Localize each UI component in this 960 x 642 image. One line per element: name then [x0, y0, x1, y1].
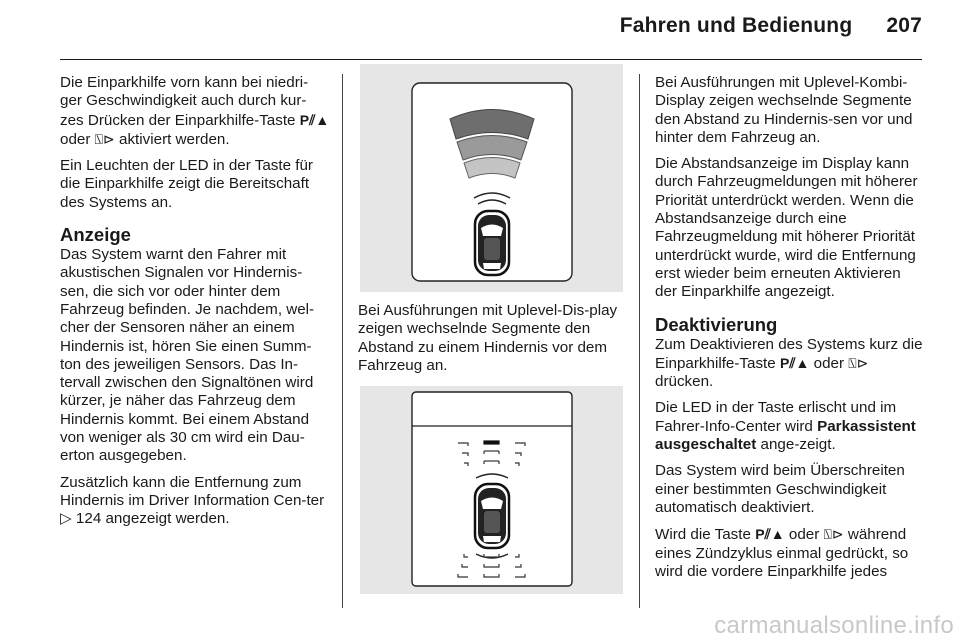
paragraph-speed: Das System wird beim Überschreiten einer bestimmten Geschwindigkeit automatisch deaktiviert. — [655, 462, 905, 516]
figure-caption: Bei Ausführungen mit Uplevel-Dis-play zeigen wechselnde Segmente den Abstand zu einem Hindernis vor dem Fahrzeug an. — [358, 302, 618, 374]
message-parkassistent: Parkassistent ausgeschaltet — [655, 417, 916, 454]
page-header — [620, 14, 922, 38]
column-right — [655, 74, 925, 589]
car-icon — [475, 211, 509, 275]
park-assist-icon: ⍂⊳ — [823, 526, 844, 543]
paragraph-led-off: Die LED in der Taste erlischt und im Fahrer-Info-Center wird Parkassistent ausgeschaltet ange-zeigt. — [655, 399, 916, 454]
park-button-icon: P⫽▲ — [755, 526, 785, 543]
park-button-icon: P⫽▲ — [299, 111, 330, 128]
park-assist-icon: ⍂⊳ — [94, 130, 115, 147]
car-icon — [475, 484, 509, 548]
heading-anzeige: Anzeige — [60, 224, 131, 246]
page-ref-icon[interactable]: ▷ — [60, 510, 72, 528]
park-button-icon: P⫽▲ — [779, 354, 810, 371]
paragraph-activation: Die Einparkhilfe vorn kann bei niedri-ger Geschwindigkeit auch durch kur-zes Drücken der Einparkhilfe-Taste P⫽▲ oder ⍂⊳ aktiviert werden. — [60, 74, 330, 148]
paragraph-dic: Zusätzlich kann die Entfernung zum Hindernis im Driver Information Cen-ter ▷ 124 angezeigt werden. — [60, 473, 325, 528]
heading-deaktivierung: Deaktivierung — [655, 313, 778, 335]
page-number: 207 — [886, 14, 922, 37]
paragraph-deactivate: Zum Deaktivieren des Systems kurz die Einparkhilfe-Taste P⫽▲ oder ⍂⊳ drücken. — [655, 335, 923, 391]
paragraph-ignition: Wird die Taste P⫽▲ oder ⍂⊳ während eines Zündzyklus einmal gedrückt, so wird die vordere Einparkhilfe jedes — [655, 526, 909, 580]
column-left — [60, 74, 330, 537]
figure-front-rear-sensor-display — [360, 386, 623, 594]
column-divider-left — [342, 74, 343, 608]
park-assist-icon: ⍂⊳ — [848, 354, 869, 371]
paragraph-priority: Die Abstandsanzeige im Display kann durch Fahrzeugmeldungen mit höherer Priorität unterdrückt werden. Wenn die Abstandsanzeige durch eine Fahrzeugmeldung mit höherer Priorität unterdrückt wurde, wird die Entfernung erst wieder beim erneuten Aktivieren der Einparkhilfe angezeigt. — [655, 155, 918, 301]
figure-front-sensor-display — [360, 64, 623, 292]
paragraph-uplevel-kombi: Bei Ausführungen mit Uplevel-Kombi-Display zeigen wechselnde Segmente den Abstand zu Hindernis-sen vor und hinter dem Fahrzeug an. — [655, 74, 913, 146]
paragraph-warning: Das System warnt den Fahrer mit akustischen Signalen vor Hindernis-sen, die sich vor oder hinter dem Fahrzeug befinden. Je nachdem, wel-cher der Sensoren näher an einem Hindernis ist, hören Sie einen Summ-ton des jeweiligen Sensors. Das In-tervall zwischen den Signaltönen wird kürzer, je näher das Fahrzeug dem Hindernis kommt. Bei einem Abstand von weniger als 30 cm wird ein Dau-erton ausgegeben. — [60, 246, 315, 465]
paragraph-led: Ein Leuchten der LED in der Taste für die Einparkhilfe zeigt die Bereitschaft des Systems an. — [60, 157, 313, 211]
header-rule — [60, 59, 922, 60]
watermark: carmanualsonline.info — [714, 612, 954, 639]
column-divider-right — [639, 74, 640, 608]
header-title: Fahren und Bedienung — [619, 14, 853, 37]
